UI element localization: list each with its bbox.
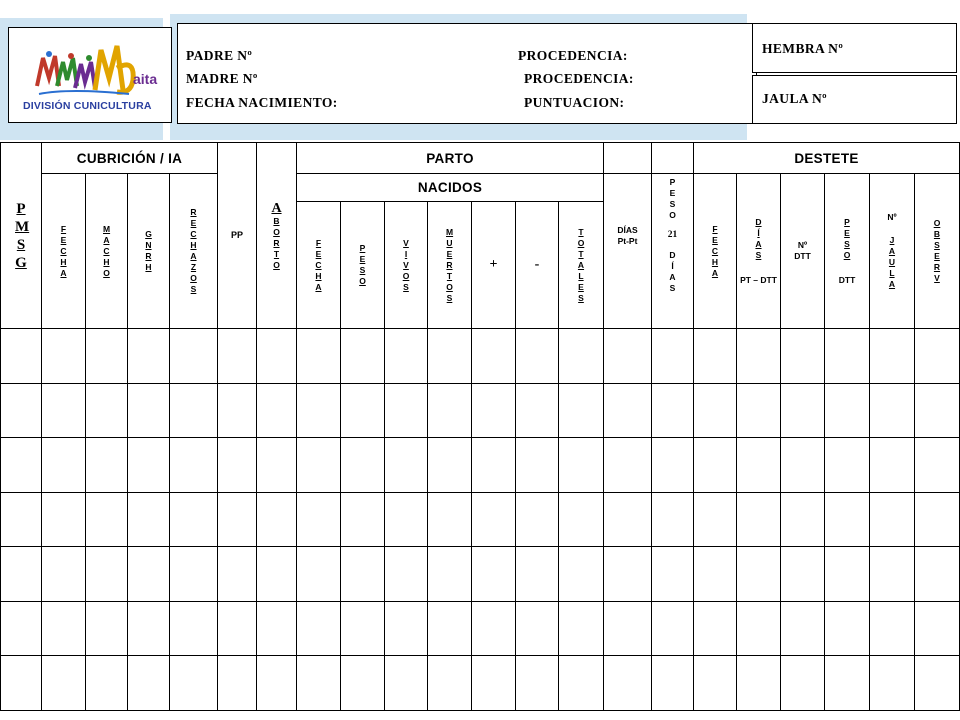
dias-ptpt-label-1: DÍAS [617,224,638,235]
dias-ptpt-label-2: Pt-Pt [617,235,638,246]
table-row [1,438,959,492]
des-peso-sub-label: DTT [838,274,856,285]
puntuacion-label: PUNTUACION: [524,95,625,110]
des-observ-header [915,174,959,328]
table-bottom-border [0,710,959,711]
aborto-header [257,143,296,328]
logo-bottom-text: DIVISIÓN CUNICULTURA [23,100,152,112]
parto-header [297,143,603,173]
cubricion-header [42,143,217,173]
des-fecha-header [694,174,736,328]
cub-gnrh-header [128,174,169,328]
cub-rechazos-header [170,174,217,328]
nac-muertos-label: MUERTOS [446,226,454,303]
nac-totales-label: TOTALES [577,226,585,303]
nac-plus-header [472,202,515,328]
table-row [1,656,959,710]
pp-label: PP [230,230,243,240]
des-dias-sub-label: PT – DTT [740,274,777,285]
nac-minus-header [516,202,558,328]
procedencia-madre-label: PROCEDENCIA: [524,71,634,86]
nacidos-label: NACIDOS [417,180,483,195]
des-peso-header [825,174,869,328]
aborto-label: BORTO [273,215,280,270]
nac-totales-header [559,202,603,328]
nac-plus-label: + [489,257,498,272]
des-observ-label: OBSERV [933,218,941,283]
des-dias-header [737,174,780,328]
table-row [1,547,959,601]
nac-minus-label: - [534,257,540,272]
madre-label: MADRE Nº [186,71,258,86]
pmsg-label: PMSG [15,200,30,271]
peso21-num-label: 21 [667,230,678,240]
des-njaula-n-label: Nº [887,212,897,222]
cub-fecha-label: FECHA [60,223,67,278]
table-row [1,602,959,655]
des-peso-label: PESO [843,216,851,260]
pmsg-header [1,143,41,328]
cubricion-label: CUBRICIÓN / IA [76,150,183,166]
logo-top-text: aita [133,71,158,87]
nac-peso-label: PESO [359,243,366,286]
dias-ptpt-header [604,143,651,328]
logo [8,27,172,123]
des-njaula-label: JAULA [888,235,896,289]
fecha-nacimiento-label: FECHA NACIMIENTO: [186,95,338,110]
nac-fecha-label: FECHA [315,237,322,292]
cub-fecha-header [42,174,85,328]
des-ndtt-header [781,174,824,328]
des-ndtt-label-1: Nº [797,240,808,250]
padre-label: PADRE Nº [186,48,253,63]
des-dias-label: DÍAS [755,216,762,260]
jaula-box [752,75,957,124]
peso21-header [652,143,693,328]
parto-label: PARTO [426,150,474,166]
peso21-dias-label: DÍAS [669,250,676,293]
cub-rechazos-label: RECHAZOS [190,207,197,294]
jaula-label: JAULA Nº [762,91,828,106]
nac-fecha-header [297,202,340,328]
peso21-peso-label: PESO [669,177,676,220]
aborto-initial: A [271,200,282,216]
table-row [1,493,959,546]
nac-vivos-label: VIVOS [402,237,410,292]
cub-macho-label: MACHO [103,223,111,278]
des-njaula-header [870,174,914,328]
destete-label: DESTETE [794,150,859,166]
nacidos-header [297,174,603,201]
cub-gnrh-label: GNRH [145,229,152,272]
des-ndtt-label-2: DTT [794,251,811,261]
destete-header [694,143,959,173]
table-row [1,384,959,437]
des-fecha-label: FECHA [711,223,719,278]
pp-header [218,143,256,328]
procedencia-padre-label: PROCEDENCIA: [518,48,628,63]
nac-peso-header [341,202,384,328]
nac-vivos-header [385,202,427,328]
cub-macho-header [86,174,127,328]
hembra-label: HEMBRA Nº [762,41,844,56]
hembra-box [752,23,957,73]
table-row [1,329,959,383]
nac-muertos-header [428,202,471,328]
parent-info-box [177,23,757,124]
